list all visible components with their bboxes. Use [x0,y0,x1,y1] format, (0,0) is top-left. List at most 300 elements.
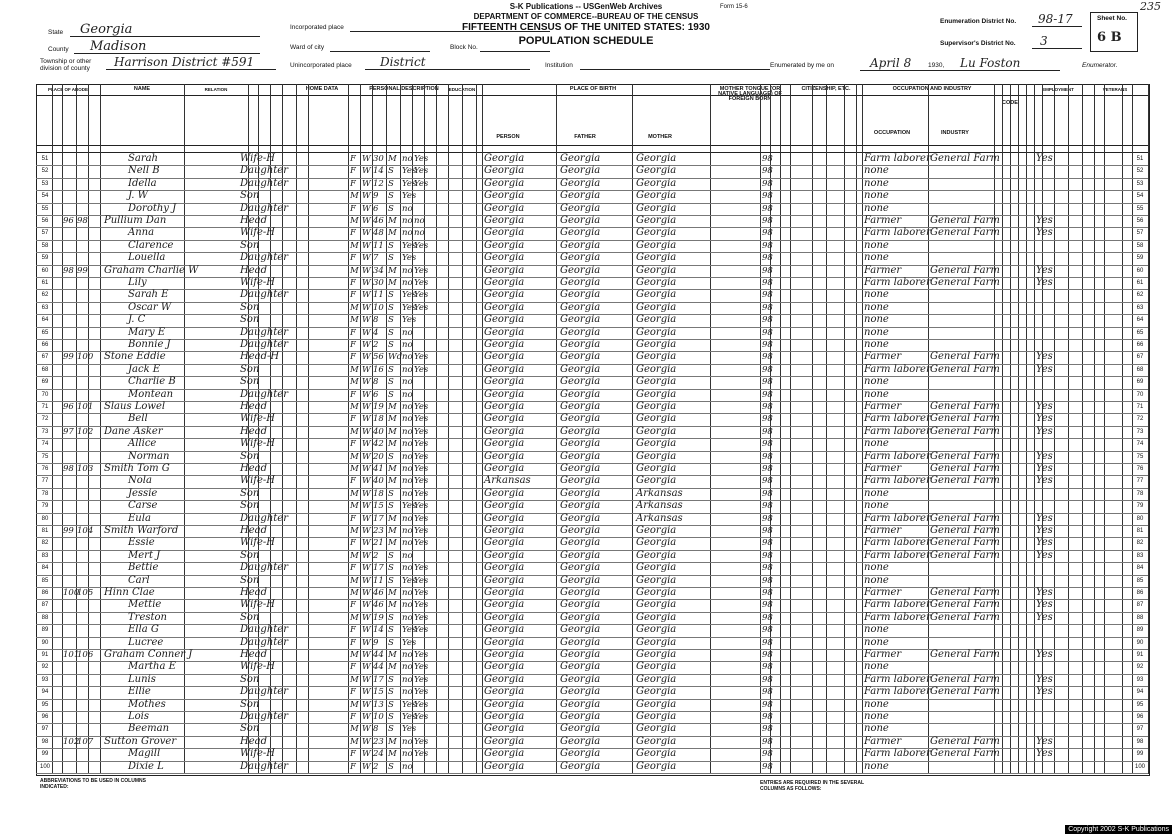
cell-father: Georgia [560,326,601,338]
cell-birth: Georgia [484,537,525,549]
cell-ms: S [388,364,394,375]
cell-occupation: none [864,661,889,673]
cell-father: Georgia [560,748,601,760]
cell-code: 98 [762,216,773,226]
cell-sex: F [350,228,356,239]
cell-birth: Georgia [484,760,525,772]
cell-ms: M [388,526,397,536]
grid-column-line [812,84,813,774]
cell-mother: Arkansas [636,487,683,499]
line-number-right: 77 [1136,478,1144,485]
grid-column-line [296,84,297,774]
cell-age: 34 [373,265,384,276]
cell-occupation: Farmer [864,587,902,598]
cell-ms: S [388,637,394,648]
cell-read: Yes [414,538,429,549]
column-group-header: VETERANS [1102,87,1128,92]
cell-race: W [362,712,371,722]
cell-race: W [362,302,371,313]
cell-school: Yes [402,302,417,313]
abbrev-title: ABBREVIATIONS TO BE USED IN COLUMNS INDICATED: [40,778,146,790]
cell-school: no [402,278,413,288]
cell-school: Yes [402,575,417,586]
cell-occupation: none [864,438,889,450]
cell-ms: S [388,674,394,685]
enumerated-label: Enumerated by me on [770,62,834,69]
cell-father: Georgia [560,487,601,499]
cell-occupation: none [864,177,889,189]
cell-read: Yes [414,402,429,412]
cell-dwelling: 98 [63,265,74,276]
cell-age: 15 [373,501,384,512]
supervisor-label: Supervisor's District No. [940,40,1016,47]
cell-father: Georgia [560,611,601,623]
county-label: County [48,46,69,53]
cell-name: Mothes [128,698,166,710]
line-number: 56 [41,218,49,224]
cell-relation: Daughter [240,339,288,350]
cell-birth: Georgia [484,425,525,437]
township-label: Township or other division of county [40,58,92,72]
cell-industry: General Farm [930,673,1000,685]
cell-sex: F [350,253,356,264]
cell-race: W [362,538,371,549]
cell-read: Yes [414,749,429,760]
cell-race: W [362,203,371,214]
cell-mother: Georgia [636,227,677,239]
line-number: 70 [41,391,49,398]
cell-relation: Son [240,698,260,710]
cell-occupation: none [864,165,889,177]
column-group-header: EDUCATION [448,87,476,92]
cell-mother: Georgia [636,611,677,623]
line-number-right: 63 [1136,304,1144,311]
grid-column-line [448,84,449,774]
cell-name: Nell B [128,165,160,177]
cell-code: 98 [762,588,773,598]
cell-code: 98 [762,154,773,164]
cell-name: Smith Warford [104,525,179,536]
cell-dwelling: 97 [63,426,74,437]
cell-emp: Yes [1036,686,1053,698]
cell-read: Yes [414,575,429,586]
cell-school: Yes [402,240,417,251]
institution-label: Institution [545,62,573,69]
cell-race: W [362,290,371,301]
cell-sex: M [350,216,359,226]
cell-father: Georgia [560,438,601,450]
cell-school: Yes [402,290,417,301]
cell-read: Yes [414,712,429,722]
line-number: 62 [41,292,49,299]
cell-emp: Yes [1036,425,1053,437]
cell-relation: Wife-H [240,661,276,673]
cell-sex: M [350,426,359,437]
cell-age: 44 [373,662,384,673]
cell-name: Slaus Lowel [104,401,166,412]
cell-sex: M [350,377,359,388]
cell-age: 20 [373,451,384,462]
cell-emp: Yes [1036,153,1053,164]
enumerated-date: April 8 [870,56,912,70]
grid-column-line [710,84,711,774]
grid-column-line [856,84,857,774]
cell-race: W [362,439,371,450]
cell-occupation: none [864,289,889,301]
cell-race: W [362,488,371,499]
line-number-right: 98 [1136,738,1144,745]
line-number: 93 [41,676,49,683]
cell-ms: S [388,340,394,350]
state-label: State [48,29,64,36]
cell-race: W [362,699,371,710]
cell-age: 14 [373,166,384,177]
cell-occupation: Farm laborer [864,277,931,288]
cell-industry: General Farm [930,363,1000,375]
cell-father: Georgia [560,549,601,561]
cell-father: Georgia [560,252,601,264]
cell-mother: Georgia [636,314,677,326]
line-number-right: 84 [1136,565,1144,572]
occupation-subheader: OCCUPATION [873,130,911,136]
cell-school: no [402,588,413,598]
cell-emp: Yes [1036,549,1053,561]
cell-father: Georgia [560,537,601,549]
line-number-right: 91 [1136,652,1144,658]
cell-mother: Georgia [636,351,677,363]
cell-code: 98 [762,278,773,288]
line-number: 65 [41,329,49,336]
cell-birth: Georgia [484,202,525,214]
cell-mother: Georgia [636,549,677,561]
cell-family: 99 [77,265,88,276]
grid-column-line [184,84,185,774]
cell-birth: Georgia [484,735,525,747]
cell-birth: Georgia [484,339,525,350]
cell-school: no [402,612,413,623]
line-number: 75 [41,453,49,460]
cell-code: 98 [762,302,773,313]
cell-relation: Head [240,264,268,276]
line-number: 53 [41,180,49,187]
cell-race: W [362,278,371,288]
cell-code: 98 [762,228,773,239]
cell-name: Magill [128,748,161,760]
cell-relation: Daughter [240,686,288,698]
cell-age: 42 [373,439,384,450]
cell-ms: M [388,278,397,288]
cell-occupation: none [864,326,889,338]
cell-race: W [362,464,371,474]
grid-column-line [1018,84,1019,774]
cell-sex: F [350,290,356,301]
cell-sex: M [350,650,359,660]
cell-read: Yes [414,290,429,301]
cell-name: J. W [128,190,148,202]
line-number-right: 56 [1136,218,1144,224]
cell-industry: General Farm [930,599,1000,611]
line-number-right: 52 [1136,168,1144,175]
cell-mother: Georgia [636,215,677,226]
cell-father: Georgia [560,636,601,648]
grid-column-line [844,84,845,774]
cell-mother: Arkansas [636,500,683,512]
cell-birth: Georgia [484,723,525,735]
cell-mother: Georgia [636,636,677,648]
cell-father: Georgia [560,363,601,375]
cell-ms: S [388,488,394,499]
cell-name: Stone Eddie [104,351,166,363]
cell-relation: Son [240,611,260,623]
line-number-right: 90 [1136,639,1144,646]
cell-school: no [402,377,413,388]
cell-sex: F [350,278,356,288]
cell-race: W [362,414,371,425]
cell-industry: General Farm [930,748,1000,760]
cell-name: Lucree [128,636,164,648]
cell-ms: S [388,253,394,264]
cell-birth: Georgia [484,289,525,301]
cell-ms: S [388,240,394,251]
cell-relation: Head [240,401,268,412]
cell-mother: Georgia [636,376,677,388]
cell-age: 14 [373,625,384,636]
cell-mother: Georgia [636,401,677,412]
cell-sex: F [350,687,356,698]
column-group-header: OCCUPATION AND INDUSTRY [892,86,972,92]
grid-column-line [632,84,633,774]
cell-father: Georgia [560,512,601,524]
cell-school: no [402,488,413,499]
cell-sex: M [350,451,359,462]
cell-race: W [362,674,371,685]
cell-sex: F [350,662,356,673]
line-number: 83 [41,552,49,559]
cell-sex: F [350,203,356,214]
line-number-right: 80 [1136,515,1144,522]
cell-mother: Georgia [636,673,677,685]
cell-relation: Son [240,723,260,735]
cell-code: 98 [762,538,773,549]
cell-mother: Georgia [636,661,677,673]
cell-age: 46 [373,216,384,226]
cell-race: W [362,687,371,698]
cell-occupation: Farm laborer [864,425,931,437]
line-number-right: 76 [1136,466,1144,472]
cell-age: 16 [373,364,384,375]
cell-age: 11 [373,575,384,586]
cell-age: 44 [373,650,384,660]
cell-mother: Georgia [636,599,677,611]
cell-sex: F [350,476,356,487]
line-number: 84 [41,565,49,572]
cell-age: 30 [373,154,384,164]
line-number-right: 88 [1136,614,1144,621]
cell-school: no [402,154,413,164]
cell-sex: M [350,464,359,474]
cell-ms: S [388,563,394,574]
cell-age: 11 [373,240,384,251]
cell-father: Georgia [560,289,601,301]
line-number-right: 74 [1136,441,1144,448]
cell-father: Georgia [560,277,601,288]
grid-column-line [1148,84,1149,774]
cell-code: 98 [762,749,773,760]
cell-occupation: none [864,190,889,202]
cell-sex: F [350,166,356,177]
cell-name: Pullium Dan [104,215,167,226]
cell-sex: F [350,352,356,363]
cell-code: 98 [762,439,773,450]
cell-read: Yes [414,352,429,363]
cell-relation: Wife-H [240,277,276,288]
cell-relation: Son [240,301,260,313]
grid-column-line [1082,84,1083,774]
cell-relation: Wife-H [240,413,276,425]
cell-birth: Georgia [484,500,525,512]
cell-occupation: none [864,314,889,326]
line-number: 60 [41,267,49,274]
cell-industry: General Farm [930,425,1000,437]
cell-race: W [362,637,371,648]
sheet-value: 6 B [1097,30,1122,45]
cell-read: Yes [414,426,429,437]
grid-column-line [780,84,781,774]
cell-read: Yes [414,501,429,512]
cell-read: Yes [414,625,429,636]
cell-mother: Georgia [636,748,677,760]
line-number: 92 [41,664,49,671]
cell-dwelling: 100 [63,588,80,598]
cell-father: Georgia [560,735,601,747]
line-number: 63 [41,304,49,311]
father-subheader: FATHER [574,134,596,140]
cell-sex: F [350,538,356,549]
cell-ms: S [388,178,394,189]
cell-birth: Georgia [484,177,525,189]
cell-race: W [362,166,371,177]
cell-occupation: Farmer [864,215,902,226]
cell-race: W [362,600,371,611]
line-number: 87 [41,602,49,609]
cell-mother: Georgia [636,537,677,549]
cell-birth: Georgia [484,686,525,698]
enumeration-district-label: Enumeration District No. [940,18,1017,25]
cell-age: 48 [373,228,384,239]
grid-column-line [1122,84,1123,774]
cell-code: 98 [762,364,773,375]
cell-age: 24 [373,749,384,760]
cell-mother: Georgia [636,339,677,350]
cell-emp: Yes [1036,351,1053,363]
cell-school: no [402,364,413,375]
cell-name: Montean [128,388,174,400]
cell-read: Yes [414,178,429,189]
cell-dwelling: 101 [63,650,80,660]
cell-industry: General Farm [930,475,1000,487]
cell-father: Georgia [560,425,601,437]
cell-relation: Daughter [240,624,288,636]
cell-read: Yes [414,278,429,288]
line-number: 57 [41,230,49,237]
cell-sex: M [350,550,359,561]
cell-age: 10 [373,712,384,722]
cell-sex: F [350,327,356,338]
cell-family: 102 [77,426,94,437]
cell-ms: S [388,724,394,735]
column-group-header: PLACE OF ABODE [47,87,89,92]
cell-birth: Georgia [484,326,525,338]
cell-birth: Georgia [484,165,525,177]
line-number-right: 62 [1136,292,1144,299]
cell-read: Yes [414,464,429,474]
cell-age: 18 [373,414,384,425]
cell-ms: M [388,414,397,425]
line-number: 97 [41,726,49,733]
cell-birth: Georgia [484,277,525,288]
cell-sex: M [350,526,359,536]
cell-school: no [402,439,413,450]
industry-subheader: INDUSTRY [941,130,969,136]
cell-name: Jack E [128,363,161,375]
grid-column-line [1104,84,1105,774]
cell-occupation: Farm laborer [864,748,931,760]
cell-code: 98 [762,166,773,177]
cell-age: 10 [373,302,384,313]
cell-industry: General Farm [930,264,1000,276]
cell-school: Yes [402,699,417,710]
cell-father: Georgia [560,264,601,276]
cell-name: Carse [128,500,158,512]
cell-age: 8 [373,724,379,735]
township-value: Harrison District #591 [114,55,255,69]
cell-school: Yes [402,178,417,189]
cell-mother: Arkansas [636,512,683,524]
cell-occupation: none [864,636,889,648]
line-number: 98 [41,738,49,745]
grid-column-line [482,84,483,774]
cell-sex: M [350,699,359,710]
cell-occupation: Farmer [864,649,902,660]
cell-name: Idella [128,177,157,189]
cell-ms: S [388,712,394,722]
column-group-header: PERSONAL DESCRIPTION [369,86,439,92]
cell-occupation: Farm laborer [864,413,931,425]
cell-father: Georgia [560,388,601,400]
cell-school: no [402,228,413,239]
cell-birth: Georgia [484,611,525,623]
cell-read: Yes [414,687,429,698]
cell-name: Eula [128,512,151,524]
cell-race: W [362,513,371,524]
cell-race: W [362,178,371,189]
cell-birth: Georgia [484,661,525,673]
cell-code: 98 [762,736,773,747]
cell-occupation: Farmer [864,463,902,474]
cell-race: W [362,650,371,660]
cell-school: Yes [402,501,417,512]
cell-birth: Georgia [484,264,525,276]
cell-emp: Yes [1036,215,1053,226]
cell-ms: S [388,290,394,301]
line-number: 67 [41,354,49,361]
cell-mother: Georgia [636,264,677,276]
cell-code: 98 [762,340,773,350]
line-number: 66 [41,342,49,348]
cell-race: W [362,327,371,338]
grid-column-line [386,84,387,774]
cell-emp: Yes [1036,599,1053,611]
